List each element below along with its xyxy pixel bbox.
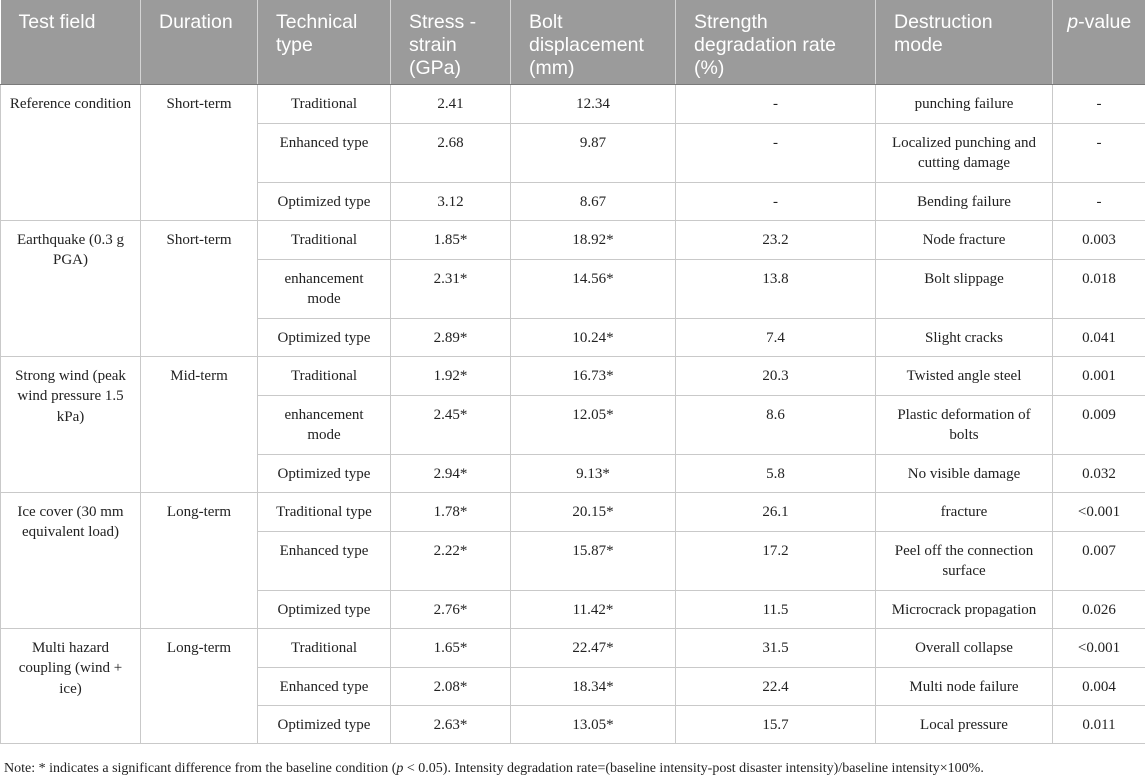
degradation-cell: - bbox=[676, 123, 876, 182]
degradation-cell: 15.7 bbox=[676, 705, 876, 743]
degradation-cell: - bbox=[676, 84, 876, 123]
duration-cell: Long-term bbox=[141, 628, 258, 743]
table-row bbox=[1, 628, 1145, 667]
destruction-mode-cell: Twisted angle steel bbox=[876, 356, 1053, 395]
destruction-mode-cell: Multi node failure bbox=[876, 667, 1053, 705]
stress-cell: 2.45* bbox=[391, 395, 511, 454]
destruction-mode-cell: Overall collapse bbox=[876, 628, 1053, 667]
degradation-cell: - bbox=[676, 182, 876, 220]
technical-type-cell: Enhanced type bbox=[258, 531, 391, 590]
degradation-cell: 17.2 bbox=[676, 531, 876, 590]
p-value-cell: 0.041 bbox=[1053, 318, 1145, 356]
displacement-cell: 8.67 bbox=[511, 182, 676, 220]
technical-type-cell: Optimized type bbox=[258, 590, 391, 628]
p-value-cell: 0.007 bbox=[1053, 531, 1145, 590]
degradation-cell: 31.5 bbox=[676, 628, 876, 667]
duration-cell: Mid-term bbox=[141, 356, 258, 492]
technical-type-cell: Traditional type bbox=[258, 492, 391, 531]
destruction-mode-cell: Slight cracks bbox=[876, 318, 1053, 356]
p-value-cell: - bbox=[1053, 182, 1145, 220]
displacement-cell: 14.56* bbox=[511, 259, 676, 318]
p-value-cell: <0.001 bbox=[1053, 628, 1145, 667]
destruction-mode-cell: punching failure bbox=[876, 84, 1053, 123]
duration-cell: Long-term bbox=[141, 492, 258, 628]
stress-cell: 2.68 bbox=[391, 123, 511, 182]
p-value-cell: 0.026 bbox=[1053, 590, 1145, 628]
destruction-mode-cell: Microcrack propagation bbox=[876, 590, 1053, 628]
degradation-cell: 23.2 bbox=[676, 220, 876, 259]
technical-type-cell: Traditional bbox=[258, 84, 391, 123]
destruction-mode-cell: Plastic deformation of bolts bbox=[876, 395, 1053, 454]
header-bolt-displacement: Bolt displacement (mm) bbox=[511, 0, 676, 84]
destruction-mode-cell: Bolt slippage bbox=[876, 259, 1053, 318]
test-field-cell: Strong wind (peak wind pressure 1.5 kPa) bbox=[1, 356, 141, 492]
degradation-cell: 13.8 bbox=[676, 259, 876, 318]
stress-cell: 2.94* bbox=[391, 454, 511, 492]
destruction-mode-cell: fracture bbox=[876, 492, 1053, 531]
header-p-value: p-value bbox=[1053, 0, 1145, 84]
technical-type-cell: enhancement mode bbox=[258, 259, 391, 318]
table-row bbox=[1, 84, 1145, 123]
degradation-cell: 5.8 bbox=[676, 454, 876, 492]
p-value-cell: 0.011 bbox=[1053, 705, 1145, 743]
table-row bbox=[1, 220, 1145, 259]
degradation-cell: 7.4 bbox=[676, 318, 876, 356]
stress-cell: 2.89* bbox=[391, 318, 511, 356]
test-field-cell: Multi hazard coupling (wind + ice) bbox=[1, 628, 141, 743]
test-field-cell: Earthquake (0.3 g PGA) bbox=[1, 220, 141, 356]
technical-type-cell: Optimized type bbox=[258, 182, 391, 220]
stress-cell: 2.22* bbox=[391, 531, 511, 590]
table-row bbox=[1, 492, 1145, 531]
p-value-cell: 0.004 bbox=[1053, 667, 1145, 705]
header-test-field: Test field bbox=[1, 0, 141, 84]
stress-cell: 3.12 bbox=[391, 182, 511, 220]
p-value-cell: 0.003 bbox=[1053, 220, 1145, 259]
table-footnote: Note: * indicates a significant difference from the baseline condition (p < 0.05). Intensity degradation rate=(baseline intensity-post disaster intensity)/baseline intensity×100%. bbox=[4, 761, 984, 776]
destruction-mode-cell: No visible damage bbox=[876, 454, 1053, 492]
stress-cell: 1.85* bbox=[391, 220, 511, 259]
destruction-mode-cell: Local pressure bbox=[876, 705, 1053, 743]
technical-type-cell: enhancement mode bbox=[258, 395, 391, 454]
technical-type-cell: Optimized type bbox=[258, 318, 391, 356]
table-row bbox=[1, 356, 1145, 395]
header-duration: Duration bbox=[141, 0, 258, 84]
displacement-cell: 12.05* bbox=[511, 395, 676, 454]
technical-type-cell: Enhanced type bbox=[258, 123, 391, 182]
p-value-cell: 0.001 bbox=[1053, 356, 1145, 395]
technical-type-cell: Optimized type bbox=[258, 454, 391, 492]
header-row bbox=[1, 0, 1145, 84]
p-value-cell: - bbox=[1053, 123, 1145, 182]
header-strength-degradation: Strength degradation rate (%) bbox=[676, 0, 876, 84]
degradation-cell: 22.4 bbox=[676, 667, 876, 705]
displacement-cell: 16.73* bbox=[511, 356, 676, 395]
p-value-cell: 0.032 bbox=[1053, 454, 1145, 492]
degradation-cell: 8.6 bbox=[676, 395, 876, 454]
header-destruction-mode: Destruction mode bbox=[876, 0, 1053, 84]
p-value-cell: 0.009 bbox=[1053, 395, 1145, 454]
displacement-cell: 9.87 bbox=[511, 123, 676, 182]
displacement-cell: 11.42* bbox=[511, 590, 676, 628]
p-value-cell: 0.018 bbox=[1053, 259, 1145, 318]
stress-cell: 2.76* bbox=[391, 590, 511, 628]
technical-type-cell: Enhanced type bbox=[258, 667, 391, 705]
test-field-cell: Ice cover (30 mm equivalent load) bbox=[1, 492, 141, 628]
test-field-cell: Reference condition bbox=[1, 84, 141, 220]
technical-type-cell: Traditional bbox=[258, 220, 391, 259]
displacement-cell: 22.47* bbox=[511, 628, 676, 667]
degradation-cell: 26.1 bbox=[676, 492, 876, 531]
displacement-cell: 18.34* bbox=[511, 667, 676, 705]
displacement-cell: 12.34 bbox=[511, 84, 676, 123]
displacement-cell: 13.05* bbox=[511, 705, 676, 743]
displacement-cell: 18.92* bbox=[511, 220, 676, 259]
stress-cell: 2.31* bbox=[391, 259, 511, 318]
destruction-mode-cell: Peel off the connection surface bbox=[876, 531, 1053, 590]
technical-type-cell: Optimized type bbox=[258, 705, 391, 743]
stress-cell: 1.92* bbox=[391, 356, 511, 395]
stress-cell: 2.63* bbox=[391, 705, 511, 743]
technical-type-cell: Traditional bbox=[258, 356, 391, 395]
header-stress-strain: Stress -strain (GPa) bbox=[391, 0, 511, 84]
displacement-cell: 10.24* bbox=[511, 318, 676, 356]
degradation-cell: 11.5 bbox=[676, 590, 876, 628]
p-value-cell: <0.001 bbox=[1053, 492, 1145, 531]
duration-cell: Short-term bbox=[141, 220, 258, 356]
technical-type-cell: Traditional bbox=[258, 628, 391, 667]
duration-cell: Short-term bbox=[141, 84, 258, 220]
destruction-mode-cell: Node fracture bbox=[876, 220, 1053, 259]
stress-cell: 1.78* bbox=[391, 492, 511, 531]
stress-cell: 2.08* bbox=[391, 667, 511, 705]
destruction-mode-cell: Localized punching and cutting damage bbox=[876, 123, 1053, 182]
destruction-mode-cell: Bending failure bbox=[876, 182, 1053, 220]
displacement-cell: 15.87* bbox=[511, 531, 676, 590]
header-technical-type: Technical type bbox=[258, 0, 391, 84]
stress-cell: 2.41 bbox=[391, 84, 511, 123]
displacement-cell: 20.15* bbox=[511, 492, 676, 531]
p-value-cell: - bbox=[1053, 84, 1145, 123]
displacement-cell: 9.13* bbox=[511, 454, 676, 492]
stress-cell: 1.65* bbox=[391, 628, 511, 667]
degradation-cell: 20.3 bbox=[676, 356, 876, 395]
